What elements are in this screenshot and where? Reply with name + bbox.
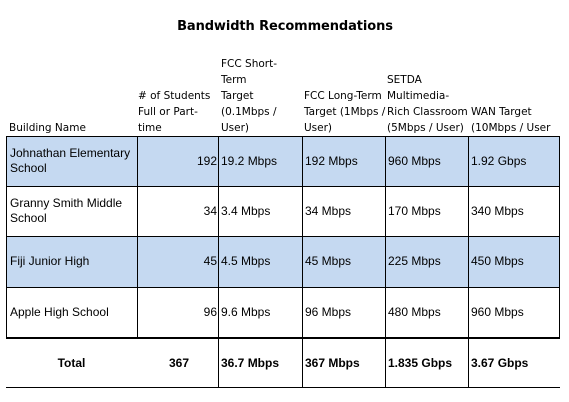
column-divider	[302, 136, 303, 388]
total-row	[6, 339, 560, 388]
cell-fcc-short: 4.5 Mbps	[221, 254, 271, 268]
bandwidth-table	[6, 136, 560, 388]
cell-students: 96	[203, 305, 217, 319]
header-fcc-short-term: FCC Short-Term Target (0.1Mbps / User)	[221, 58, 278, 134]
cell-wan: 960 Mbps	[471, 305, 524, 319]
row-divider	[6, 287, 560, 288]
cell-fcc-long: 96 Mbps	[305, 305, 352, 319]
header-students: # of Students Full or Part-time	[138, 90, 211, 134]
cell-setda: 480 Mbps	[388, 305, 441, 319]
table-row	[6, 287, 560, 338]
cell-building: Apple High School	[10, 305, 109, 319]
cell-fcc-long: 192 Mbps	[305, 153, 358, 168]
total-label: Total	[57, 356, 86, 370]
cell-wan: 340 Mbps	[471, 203, 524, 218]
page-title: Bandwidth Recommendations	[177, 19, 393, 34]
row-divider	[6, 236, 560, 237]
cell-fcc-short: 19.2 Mbps	[221, 153, 278, 168]
table-border-top	[6, 136, 560, 137]
total-fcc-long: 367 Mbps	[305, 356, 360, 370]
header-building-name: Building Name	[9, 122, 86, 134]
cell-fcc-long: 34 Mbps	[305, 203, 352, 218]
column-divider	[137, 136, 138, 337]
cell-building: Granny Smith Middle School	[10, 196, 123, 225]
cell-setda: 225 Mbps	[388, 254, 441, 268]
total-fcc-short: 36.7 Mbps	[221, 356, 280, 370]
cell-wan: 1.92 Gbps	[471, 153, 527, 168]
cell-wan: 450 Mbps	[471, 254, 524, 268]
header-wan-target: WAN Target (10Mbps / User	[471, 106, 551, 134]
row-divider	[6, 186, 560, 187]
table-row	[6, 236, 560, 287]
cell-students: 34	[203, 203, 217, 218]
cell-setda: 960 Mbps	[388, 153, 441, 168]
cell-students: 192	[196, 153, 217, 168]
total-students: 367	[168, 356, 190, 370]
column-divider	[218, 136, 219, 388]
cell-fcc-short: 9.6 Mbps	[221, 305, 271, 319]
header-fcc-long-term: FCC Long-Term Target (1Mbps / User)	[304, 90, 386, 134]
header-setda: SETDA Multimedia- Rich Classroom (5Mbps / User)	[387, 74, 468, 134]
column-divider	[385, 136, 386, 388]
table-border-bottom	[6, 387, 560, 388]
total-wan: 3.67 Gbps	[471, 356, 529, 370]
total-setda: 1.835 Gbps	[388, 356, 453, 370]
cell-students: 45	[203, 254, 217, 268]
table-row	[6, 136, 560, 186]
cell-building: Fiji Junior High	[10, 254, 90, 268]
cell-fcc-short: 3.4 Mbps	[221, 203, 271, 218]
column-divider	[559, 136, 560, 337]
cell-fcc-long: 45 Mbps	[305, 254, 352, 268]
column-divider	[468, 136, 469, 388]
cell-setda: 170 Mbps	[388, 203, 441, 218]
total-divider	[6, 337, 560, 339]
table-row	[6, 186, 560, 236]
cell-building: Johnathan Elementary School	[10, 146, 131, 175]
column-divider	[6, 136, 7, 337]
